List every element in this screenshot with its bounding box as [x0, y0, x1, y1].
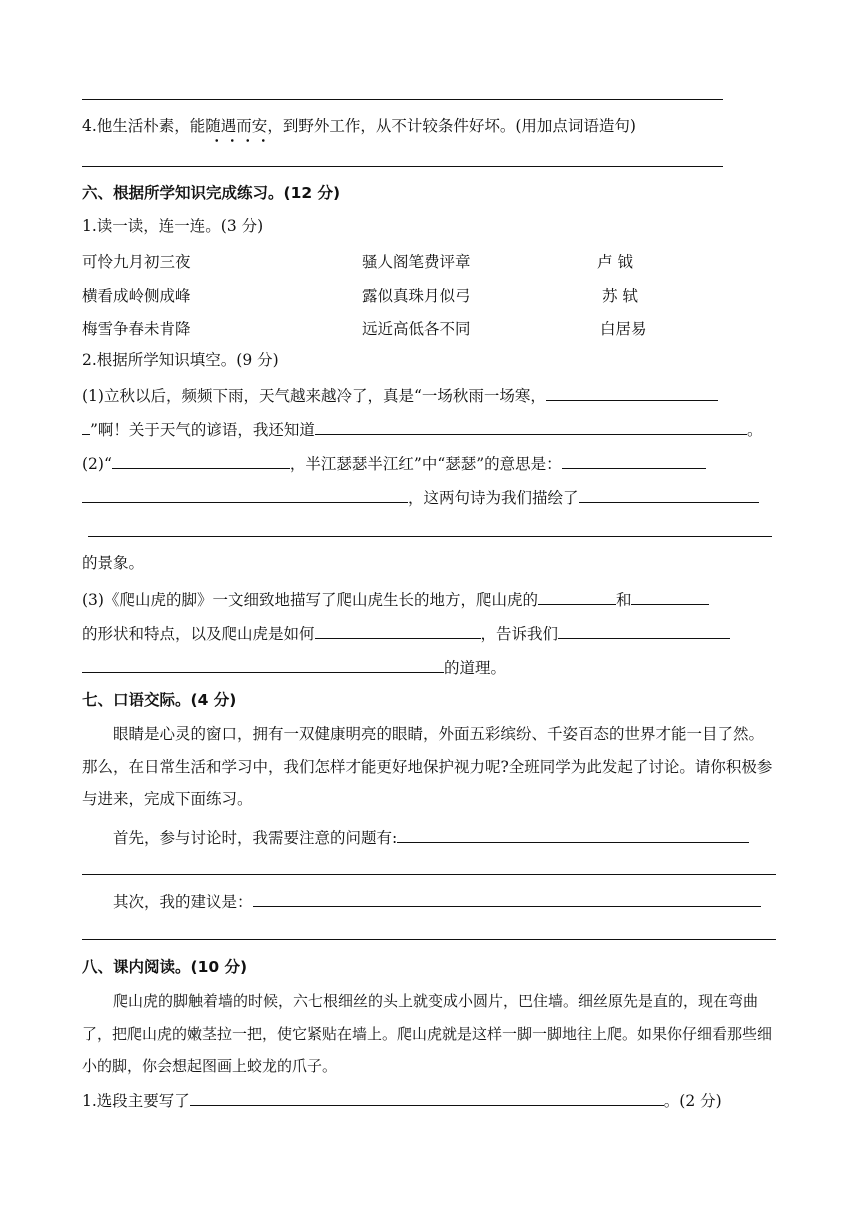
- section-6-sub2: 2.根据所学知识填空。(9 分): [82, 351, 279, 369]
- blank[interactable]: [253, 890, 761, 907]
- blank[interactable]: [562, 452, 706, 469]
- fill-3-text: 的道理。: [444, 659, 507, 677]
- section-7-second: [113, 890, 761, 912]
- blank[interactable]: [82, 486, 408, 503]
- fill-3-text: 的形状和特点，以及爬山虎是如何: [82, 625, 315, 643]
- section-8-q1-score: 。(2 分): [663, 1092, 722, 1110]
- match-left-2[interactable]: 横看成岭侧成峰: [82, 287, 191, 305]
- fill-1-line-a: [82, 384, 718, 406]
- fill-1-text: (1)立秋以后，频频下雨，天气越来越冷了，真是“一场秋雨一场寒，: [82, 387, 546, 405]
- match-mid-3[interactable]: 远近高低各不同: [362, 320, 471, 338]
- question-4-prefix: 4.他生活朴素，能: [82, 117, 206, 135]
- answer-line[interactable]: [88, 536, 772, 537]
- fill-1-text: ”啊！关于天气的谚语，我还知道: [90, 421, 315, 439]
- answer-line[interactable]: [82, 99, 723, 100]
- question-4-suffix: ，到野外工作，从不计较条件好坏。(用加点词语造句): [267, 117, 636, 135]
- fill-2-text: (2)“: [82, 455, 112, 473]
- blank[interactable]: [538, 588, 616, 605]
- fill-2-line-b: [82, 486, 759, 508]
- match-right-1[interactable]: 卢 钺: [597, 253, 633, 271]
- fill-2-text: ，这两句诗为我们描绘了: [408, 489, 579, 507]
- blank[interactable]: [579, 486, 759, 503]
- match-right-2[interactable]: 苏 轼: [602, 287, 638, 305]
- section-7-heading: 七、口语交际。(4 分): [82, 691, 237, 709]
- section-7-second-text: 其次，我的建议是：: [113, 893, 253, 911]
- fill-2-text: ，半江瑟瑟半江红”中“瑟瑟”的意思是：: [289, 455, 562, 473]
- section-6-sub1: 1.读一读，连一连。(3 分): [82, 217, 264, 235]
- section-8-q1: [82, 1089, 722, 1111]
- section-7-first-text: 首先，参与讨论时，我需要注意的问题有:: [113, 829, 398, 847]
- answer-line[interactable]: [82, 166, 723, 167]
- blank[interactable]: [112, 452, 290, 469]
- blank[interactable]: [82, 418, 90, 435]
- fill-3-line-a: [82, 588, 709, 610]
- match-left-1[interactable]: 可怜九月初三夜: [82, 253, 191, 271]
- question-4: [82, 116, 636, 136]
- fill-1-line-b: [82, 418, 762, 440]
- fill-2-line-a: [82, 452, 706, 474]
- fill-3-text: (3)《爬山虎的脚》一文细致地描写了爬山虎生长的地方，爬山虎的: [82, 591, 538, 609]
- match-mid-2[interactable]: 露似真珠月似弓: [362, 287, 471, 305]
- section-7-first: [113, 826, 749, 848]
- fill-3-line-b: [82, 622, 730, 644]
- fill-2-line-d: 的景象。: [82, 554, 145, 572]
- blank[interactable]: [82, 656, 444, 673]
- answer-line[interactable]: [82, 874, 776, 875]
- fill-3-text: ，告诉我们: [480, 625, 559, 643]
- section-8-heading: 八、课内阅读。(10 分): [82, 958, 248, 976]
- blank[interactable]: [631, 588, 709, 605]
- period: 。: [746, 421, 763, 439]
- blank[interactable]: [397, 826, 749, 843]
- blank[interactable]: [546, 384, 718, 401]
- match-mid-1[interactable]: 骚人阁笔费评章: [362, 253, 471, 271]
- blank[interactable]: [190, 1089, 664, 1106]
- answer-line[interactable]: [82, 939, 776, 940]
- blank[interactable]: [315, 622, 481, 639]
- section-6-heading: 六、根据所学知识完成练习。(12 分): [82, 184, 341, 202]
- section-8-passage: 爬山虎的脚触着墙的时候，六七根细丝的头上就变成小圆片，巴住墙。细丝原先是直的，现在弯曲了，把爬山虎的嫩茎拉一把，使它紧贴在墙上。爬山虎就是这样一脚一脚地往上爬。如果你仔细看那些细小的脚，你会想起图画上蛟龙的爪子。: [82, 992, 773, 1075]
- blank[interactable]: [558, 622, 730, 639]
- blank[interactable]: [315, 418, 747, 435]
- fill-3-text: 和: [615, 591, 632, 609]
- section-7-intro: 眼睛是心灵的窗口，拥有一双健康明亮的眼睛，外面五彩缤纷、千姿百态的世界才能一目了然。那么，在日常生活和学习中，我们怎样才能更好地保护视力呢?全班同学为此发起了讨论。请你积极参与进来，完成下面练习。: [82, 725, 773, 808]
- fill-3-line-c: [82, 656, 506, 678]
- dotted-phrase: 随遇而安: [205, 117, 268, 135]
- match-right-3[interactable]: 白居易: [600, 320, 647, 338]
- section-8-q1-text: 1.选段主要写了: [82, 1092, 190, 1110]
- match-left-3[interactable]: 梅雪争春未肯降: [82, 320, 191, 338]
